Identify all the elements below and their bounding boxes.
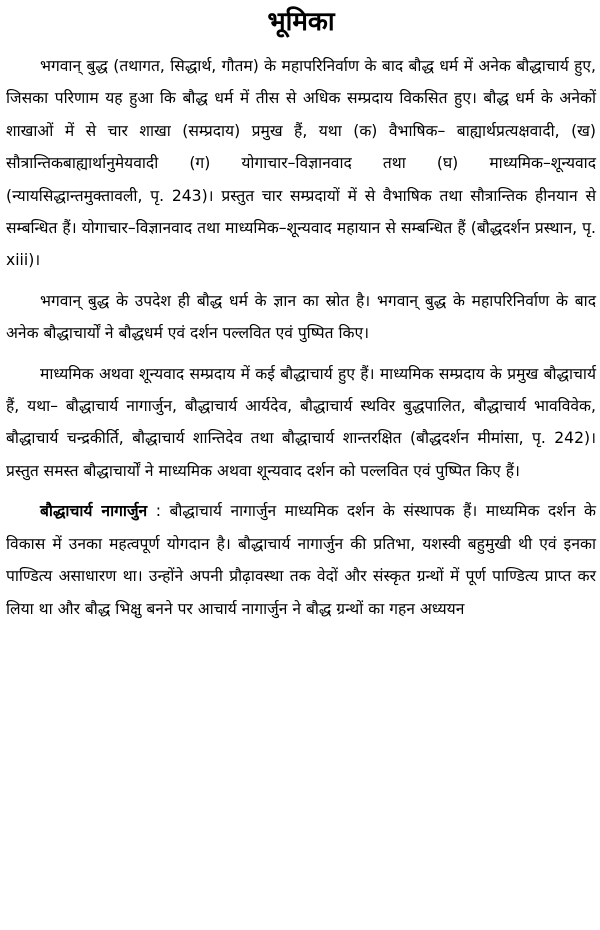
paragraph-intro-text: भगवान् बुद्ध (तथागत, सिद्धार्थ, गौतम) के महापरिनिर्वाण के बाद बौद्ध धर्म में अनेक बौद्धाचार्य हुए, जिसका परिणाम यह हुआ कि बौद्ध धर्म में तीस से अधिक सम्प्रदाय विकसित हुए। बौद्ध धर्म के अनेकों शाखाओं में से चार शाखा (सम्प्रदाय) प्रमुख हैं, यथा (क) वैभाषिक– बाह्यार्थप्रत्यक्षवादी, (ख) सौत्रान्तिकबाह्यार्थानुमेयवादी (ग) योगाचार–विज्ञानवाद तथा (घ) माध्यमिक–शून्यवाद (न्यायसिद्धान्तमुक्तावली, पृ. 243)। प्रस्तुत चार सम्प्रदायों में से वैभाषिक तथा सौत्रान्तिक हीनयान से सम्बन्धित हैं। योगाचार–विज्ञानवाद तथा माध्यमिक–शून्यवाद महायान से सम्बन्धित हैं (बौद्धदर्शन प्रस्थान, पृ. xiii)। (6, 57, 596, 270)
paragraph-nagarjuna (6, 495, 596, 625)
paragraph-nagarjuna-text: : बौद्धाचार्य नागार्जुन माध्यमिक दर्शन के संस्थापक हैं। माध्यमिक दर्शन के विकास में उनका महत्वपूर्ण योगदान है। बौद्धाचार्य नागार्जुन की प्रतिभा, यशस्वी बहुमुखी थी एवं इनका पाण्डित्य असाधारण था। उन्होंने अपनी प्रौढ़ावस्था तक वेदों और संस्कृत ग्रन्थों में पूर्ण पाण्डित्य प्राप्त कर लिया था और बौद्ध भिक्षु बनने पर आचार्य नागार्जुन ने बौद्ध ग्रन्थों का गहन अध्ययन (6, 502, 597, 618)
paragraph-madhyamika-text: माध्यमिक अथवा शून्यवाद सम्प्रदाय में कई बौद्धाचार्य हुए हैं। माध्यमिक सम्प्रदाय के प्रमुख बौद्धाचार्य हैं, यथा– बौद्धाचार्य नागार्जुन, बौद्धाचार्य आर्यदेव, बौद्धाचार्य स्थविर बुद्धपालित, बौद्धाचार्य भावविवेक, बौद्धाचार्य चन्द्रकीर्ति, बौद्धाचार्य शान्तिदेव तथा बौद्धाचार्य शान्तरक्षित (बौद्धदर्शन मीमांसा, पृ. 242)। प्रस्तुत समस्त बौद्धाचार्यों ने माध्यमिक अथवा शून्यवाद दर्शन को पल्लवित एवं पुष्पित किए हैं। (6, 364, 596, 480)
paragraph-madhyamika (6, 358, 596, 488)
paragraph-nagarjuna-heading: बौद्धाचार्य नागार्जुन (40, 502, 148, 521)
page-title: भूमिका (267, 7, 335, 37)
paragraph-intro (6, 50, 596, 277)
paragraph-teachings (6, 285, 596, 350)
paragraph-teachings-text: भगवान् बुद्ध के उपदेश ही बौद्ध धर्म के ज्ञान का स्रोत है। भगवान् बुद्ध के महापरिनिर्वाण के बाद अनेक बौद्धाचार्यों ने बौद्धधर्म एवं दर्शन पल्लवित एवं पुष्पित किए। (6, 291, 596, 343)
